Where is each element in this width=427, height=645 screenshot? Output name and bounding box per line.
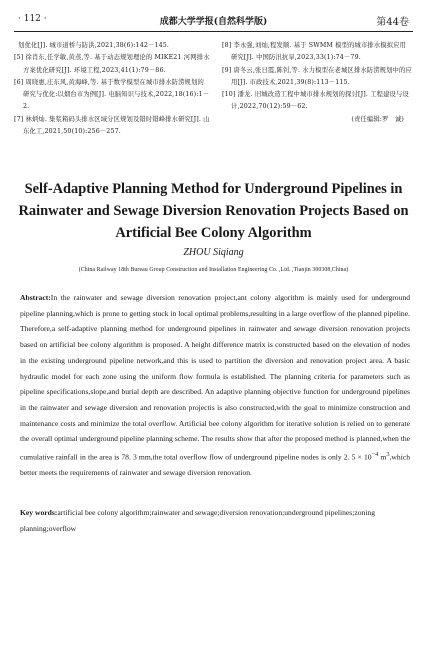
abstract-tail: ,which better meets the requirements of rainwater and sewage diversion renovation. bbox=[20, 452, 410, 478]
reference-item: 划优化[J]. 城市道桥与防洪,2021,38(6):142－145. bbox=[18, 42, 170, 49]
unit-exponent: 3 bbox=[386, 451, 390, 459]
proofreader-note: (责任编辑:罗 诚) bbox=[351, 115, 404, 123]
abstract-text: In the rainwater and sewage diversion renovation project,ant colony algorithm is mainly used for underground pipeline planning,which is prone to getting stuck in local optimal problems,resulting in a large overflow of the planned pipeline. Therefore,a self-adaptive planning method for underground pipelines in rainwater and sewage diversion renovation projects based on artificial bee colony algorithm is proposed. A height difference matrix is constructed based on the elevation of nodes in the existing underground pipeline network,and this is used to partition the diversion and renovation project area. A basic hydraulic model for each zone using the uniform flow formula is established. The planning criteria for parameters such as pipeline specifications,slope,and burial depth are described. An adaptive planning objective function for underground pipelines in the rainwater and sewage diversion and renovation projectis is also constructed,with the goal to minimize construction and maintenance costs and minimize the total overflow. Artificial bee colony algorithm for iterative solution is relied on to generate the overall optimal underground pipeline planning scheme. The results show that after the proposed method is planned,when the cumulative rainfall in the area is 78. 3 mm,the total overflow flow of underground pipeline nodes is only 2. 5 × 10 bbox=[20, 293, 410, 462]
references-left-column bbox=[14, 40, 210, 138]
journal-name: 成都大学学报(自然科学版) bbox=[159, 17, 268, 27]
abstract-label: Abstract: bbox=[20, 293, 51, 302]
keywords bbox=[20, 505, 410, 536]
exponent: −4 bbox=[371, 451, 379, 459]
paper-title: Self-Adaptive Planning Method for Underground Pipelines in Rainwater and Sewage Diversion Renovation Projects Based on Artificial Bee Colony Algorithm bbox=[18, 181, 409, 241]
reference-item: [6] 周晓惠,庄东风,黄海峰,等. 基于数学模型在城市排水防涝规划的研究与优化:以烟台市为例[J]. 电脑知识与技术,2022,18(16):1－2. bbox=[14, 78, 210, 111]
reference-item: [7] 林炳灿. 集浆箱码头排水区域分区规划及错时错峰排水研究[J]. 山东化工,2021,50(10):256－257. bbox=[14, 115, 210, 136]
author-affiliation: (China Railway 18th Bureau Group Construction and Installation Engineering Co. ,Ltd. ,Tianjin 300308,China) bbox=[78, 267, 349, 273]
abstract bbox=[20, 290, 410, 481]
author-name: ZHOU Siqiang bbox=[183, 247, 244, 258]
header-rule bbox=[14, 31, 413, 32]
reference-item: [10] 潘龙. 旧城改造工程中城市排水规划的探讨[J]. 工程建设与设计,2022,70(12):59－62. bbox=[222, 91, 409, 111]
reference-item: [5] 徐肖东,任学敏,黄蒸,等. 基于动态规划理论的 MIKE21 河网排水方案优化研究[J]. 环境工程,2023,41(1):79－86. bbox=[14, 54, 210, 74]
page-number: · 112 · bbox=[18, 14, 47, 24]
volume-label: 第44卷 bbox=[376, 17, 409, 28]
keywords-text: artificial bee colony algorithm;rainwater and sewage;diversion renovation;underground pipelines;zoning planning;overflow bbox=[20, 508, 375, 533]
keywords-label: Key words: bbox=[20, 508, 58, 517]
running-header bbox=[14, 12, 413, 30]
reference-item: [9] 唐冬云,张日霞,陈钊,等. 水力模型在老城区排水防涝规划中的应用[J]. 市政技术,2021,39(8):113－115. bbox=[222, 66, 412, 86]
reference-item: [8] 李永强,刘灿,程发顺. 基于 SWMM 模型的城市排水模拟应用研究[J]. 中国防汛抗旱,2023,33(1):74－79. bbox=[222, 42, 407, 62]
references-right-column bbox=[222, 40, 412, 126]
unit: m bbox=[378, 452, 387, 462]
